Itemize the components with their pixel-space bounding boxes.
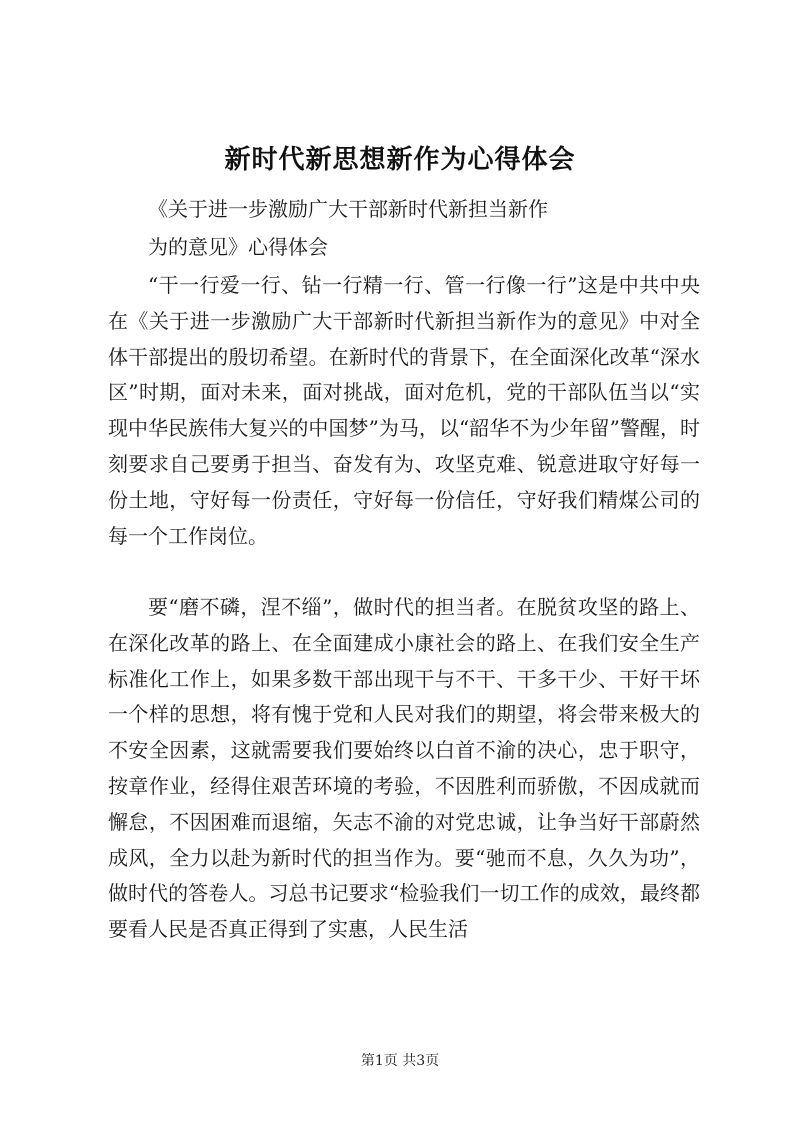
body-paragraph-2: 要“磨不磷，涅不缁”，做时代的担当者。在脱贫攻坚的路上、在深化改革的路上、在全面建成小康社会的路上、在我们安全生产标准化工作上，如果多数干部出现干与不干、干多干少、干好干坏一个样的思想，将有愧于党和人民对我们的期望，将会带来极大的不安全因素，这就需要我们要始终以白首不渝的决心，忠于职守，按章作业，经得住艰苦环境的考验，不因胜利而骄傲，不因成就而懈怠，不因困难而退缩，矢志不渝的对党忠诚，让争当好干部蔚然成风，全力以赴为新时代的担当作为。要“驰而不息，久久为功”，做时代的答卷人。习总书记要求“检验我们一切工作的成效，最终都要看人民是否真正得到了实惠，人民生活: [108, 595, 700, 942]
page-footer: 第1页 共3页: [360, 1053, 440, 1069]
page-title: 新时代新思想新作为心得体会: [224, 145, 576, 175]
body-paragraph-1: “干一行爱一行、钻一行精一行、管一行像一行”这是中共中央在《关于进一步激励广大干部新时代新担当新作为的意见》中对全体干部提出的殷切希望。在新时代的背景下，在全面深化改革“深水区”时期，面对未来，面对挑战，面对危机，党的干部队伍当以“实现中华民族伟大复兴的中国梦”为马，以“韶华不为少年留”警醒，时刻要求自己要勇于担当、奋发有为、攻坚克难、锐意进取守好每一份土地，守好每一份责任，守好每一份信任，守好我们精煤公司的每一个工作岗位。: [108, 273, 700, 548]
subtitle-line-2: 为的意见》心得体会: [148, 235, 328, 259]
subtitle-line-1: 《关于进一步激励广大干部新时代新担当新作: [148, 197, 548, 221]
